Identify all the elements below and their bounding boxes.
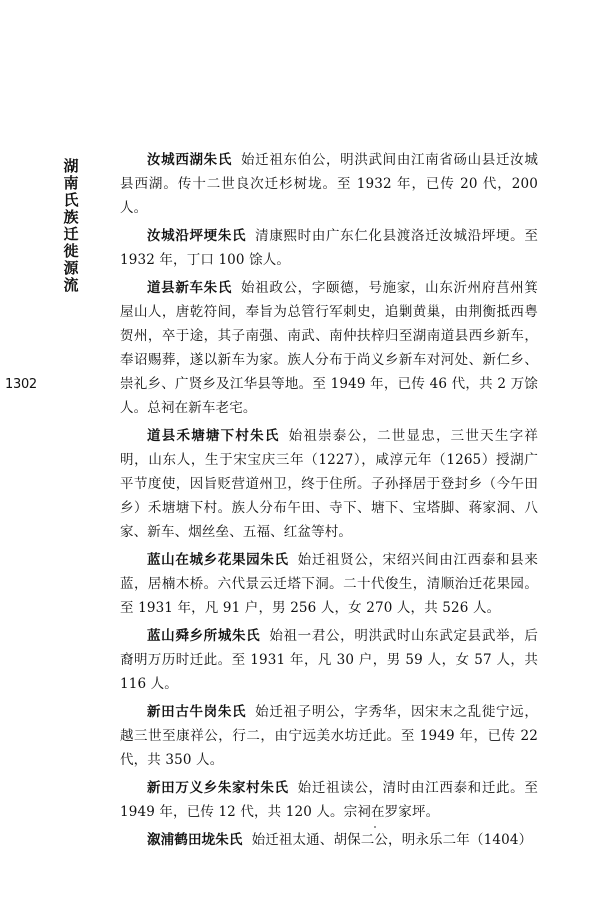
entry-heading: 新田古牛岗朱氏 [147,704,247,720]
entry-heading: 道县新车朱氏 [147,280,233,296]
entry-heading: 溆浦鹤田垅朱氏 [147,832,243,848]
entry-text: 始祖崇泰公，二世显忠，三世天生字祥明，山东人，生于宋宝庆三年（1227），咸淳元年（1265）授湖广平节度使，因旨贬营道州卫，终于住所。子孙择居于登封乡（今午田乡）禾塘塘下村。族人分布午田、寺下、塘下、宝塔脚、蒋家洞、八家、新车、烟丝垒、五福、红盆等村。 [120,428,538,540]
running-title: 湖南氏族迁徙源流 [63,157,79,294]
entry-heading: 蓝山在城乡花果园朱氏 [147,552,289,568]
entry-heading: 道县禾塘塘下村朱氏 [147,428,280,444]
clan-entry [120,700,538,772]
clan-entry [120,548,538,620]
entry-heading: 蓝山舜乡所城朱氏 [147,628,261,644]
clan-entry [120,828,538,852]
entry-text: 始祖一君公，明洪武时山东武定县武举，后裔明万历时迁此。至 1931 年，凡 30 户，男 59 人，女 57 人，共 116 人。 [120,628,538,692]
entry-text: 始迁祖读公，清时由江西泰和迁此。至 1949 年，已传 12 代，共 120 人。宗祠在罗家坪。 [120,780,538,820]
entry-text: 清康熙时由广东仁化县渡洛迁汝城沿坪埂。至 1932 年，丁口 100 馀人。 [120,228,538,268]
scan-speck [374,826,376,828]
clan-entry [120,424,538,544]
entry-text: 始迁祖太通、胡保二公，明永乐二年（1404） [251,832,533,848]
entry-heading: 新田万义乡朱家村朱氏 [147,780,289,796]
main-text [120,148,538,856]
entry-text: 始祖政公，字颐德，号施家，山东沂州府莒州箕屋山人，唐乾符间，奉旨为总管行军刺史，追剿黄巢，由荆衡抵西粤贺州，卒于途，其子南强、南武、南仲扶梓归至湖南道县西乡新车，奉诏赐葬，遂以新车为家。族人分布于尚义乡新车对河处、新仁乡、崇礼乡、广贤乡及江华县等地。至 1949 年，已传 46 代，共 2 万馀人。总祠在新车老宅。 [120,280,539,416]
entry-text: 始迁祖东伯公，明洪武间由江南省砀山县迁汝城县西湖。传十二世良次迁杉树垅。至 1932 年，已传 20 代，200 人。 [120,152,539,216]
clan-entry [120,624,538,696]
clan-entry [120,224,538,272]
entry-text: 始迁祖子明公，字秀华，因宋末之乱徙宁远，越三世至康祥公，行二，由宁远美水坊迁此。至 1949 年，已传 22 代，共 350 人。 [120,704,538,768]
entry-heading: 汝城西湖朱氏 [147,152,233,168]
entry-text: 始迁祖贤公，宋绍兴间由江西泰和县来蓝，居楠木桥。六代景云迁塔下洞。二十代俊生，清顺治迁花果园。至 1931 年，凡 91 户，男 256 人，女 270 人，共 526 人。 [120,552,538,616]
clan-entry [120,148,538,220]
entry-heading: 汝城沿坪埂朱氏 [147,228,247,244]
clan-entry [120,276,538,420]
page-number: 1302 [5,377,37,392]
clan-entry [120,776,538,824]
